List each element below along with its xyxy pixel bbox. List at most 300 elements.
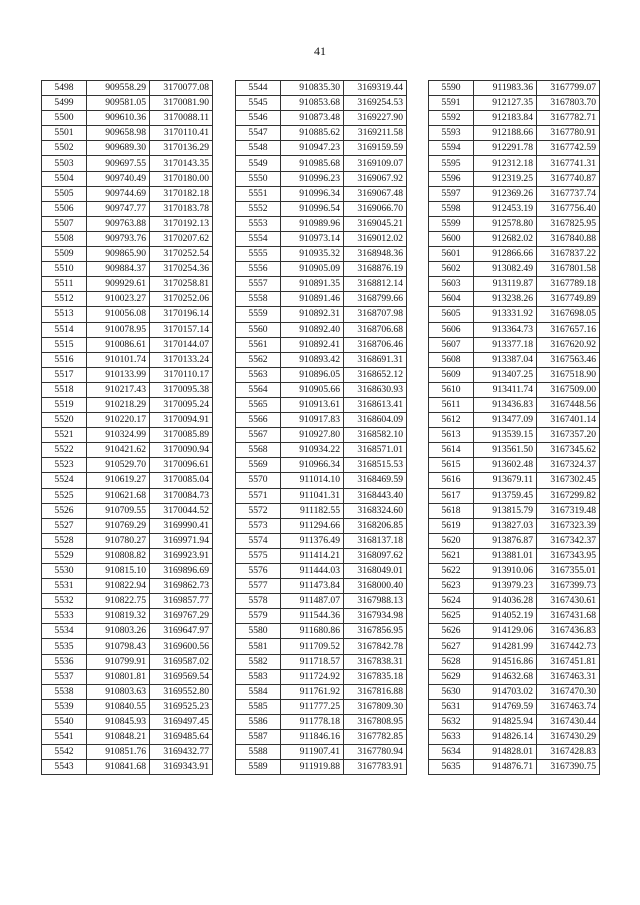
x-coordinate-cell: 912453.19 — [474, 201, 537, 216]
point-number-cell: 5529 — [42, 548, 87, 563]
table-row — [236, 579, 407, 594]
x-coordinate-cell: 910996.54 — [281, 201, 344, 216]
table-row — [42, 714, 213, 729]
x-coordinate-cell: 913238.26 — [474, 292, 537, 307]
y-coordinate-cell: 3168691.31 — [344, 352, 407, 367]
y-coordinate-cell: 3167789.18 — [537, 277, 600, 292]
x-coordinate-cell: 910835.30 — [281, 81, 344, 96]
y-coordinate-cell: 3169569.54 — [150, 669, 213, 684]
point-number-cell: 5567 — [236, 428, 281, 443]
table-row — [236, 594, 407, 609]
y-coordinate-cell: 3167742.59 — [537, 141, 600, 156]
point-number-cell: 5586 — [236, 714, 281, 729]
y-coordinate-cell: 3167780.91 — [537, 126, 600, 141]
x-coordinate-cell: 913881.01 — [474, 548, 537, 563]
x-coordinate-cell: 910218.29 — [87, 397, 150, 412]
y-coordinate-cell: 3169343.91 — [150, 760, 213, 775]
x-coordinate-cell: 910885.62 — [281, 126, 344, 141]
table-row — [42, 156, 213, 171]
point-number-cell: 5528 — [42, 533, 87, 548]
point-number-cell: 5524 — [42, 473, 87, 488]
y-coordinate-cell: 3168582.10 — [344, 428, 407, 443]
table-row — [42, 81, 213, 96]
x-coordinate-cell: 909697.55 — [87, 156, 150, 171]
point-number-cell: 5532 — [42, 594, 87, 609]
x-coordinate-cell: 910709.55 — [87, 503, 150, 518]
table-row — [429, 186, 600, 201]
x-coordinate-cell: 913082.49 — [474, 262, 537, 277]
point-number-cell: 5569 — [236, 458, 281, 473]
y-coordinate-cell: 3167463.74 — [537, 699, 600, 714]
table-row — [42, 307, 213, 322]
y-coordinate-cell: 3169971.94 — [150, 533, 213, 548]
table-row — [42, 639, 213, 654]
y-coordinate-cell: 3167856.95 — [344, 624, 407, 639]
y-coordinate-cell: 3167783.91 — [344, 760, 407, 775]
point-number-cell: 5563 — [236, 367, 281, 382]
x-coordinate-cell: 911983.36 — [474, 81, 537, 96]
point-number-cell: 5623 — [429, 579, 474, 594]
point-number-cell: 5558 — [236, 292, 281, 307]
y-coordinate-cell: 3168000.40 — [344, 579, 407, 594]
y-coordinate-cell: 3167442.73 — [537, 639, 600, 654]
y-coordinate-cell: 3170110.17 — [150, 367, 213, 382]
point-number-cell: 5604 — [429, 292, 474, 307]
table-row — [429, 488, 600, 503]
point-number-cell: 5553 — [236, 216, 281, 231]
point-number-cell: 5537 — [42, 669, 87, 684]
x-coordinate-cell: 909610.36 — [87, 111, 150, 126]
point-number-cell: 5616 — [429, 473, 474, 488]
x-coordinate-cell: 910101.74 — [87, 352, 150, 367]
table-row — [42, 684, 213, 699]
table-row — [236, 548, 407, 563]
point-number-cell: 5635 — [429, 760, 474, 775]
point-number-cell: 5599 — [429, 216, 474, 231]
x-coordinate-cell: 911414.21 — [281, 548, 344, 563]
y-coordinate-cell: 3169587.02 — [150, 654, 213, 669]
x-coordinate-cell: 910086.61 — [87, 337, 150, 352]
x-coordinate-cell: 910023.27 — [87, 292, 150, 307]
y-coordinate-cell: 3169600.56 — [150, 639, 213, 654]
y-coordinate-cell: 3168706.68 — [344, 322, 407, 337]
y-coordinate-cell: 3169432.77 — [150, 745, 213, 760]
x-coordinate-cell: 910891.46 — [281, 292, 344, 307]
point-number-cell: 5551 — [236, 186, 281, 201]
x-coordinate-cell: 911294.66 — [281, 518, 344, 533]
y-coordinate-cell: 3168097.62 — [344, 548, 407, 563]
y-coordinate-cell: 3169857.77 — [150, 594, 213, 609]
y-coordinate-cell: 3167740.87 — [537, 171, 600, 186]
table-row — [236, 533, 407, 548]
table-row — [236, 96, 407, 111]
x-coordinate-cell: 910845.93 — [87, 714, 150, 729]
table-row — [236, 699, 407, 714]
point-number-cell: 5610 — [429, 382, 474, 397]
table-row — [429, 352, 600, 367]
x-coordinate-cell: 911182.55 — [281, 503, 344, 518]
point-number-cell: 5627 — [429, 639, 474, 654]
point-number-cell: 5615 — [429, 458, 474, 473]
x-coordinate-cell: 910892.31 — [281, 307, 344, 322]
point-number-cell: 5570 — [236, 473, 281, 488]
y-coordinate-cell: 3167324.37 — [537, 458, 600, 473]
table-row — [429, 760, 600, 775]
table-row — [42, 352, 213, 367]
table-row — [236, 292, 407, 307]
y-coordinate-cell: 3169012.02 — [344, 231, 407, 246]
point-number-cell: 5536 — [42, 654, 87, 669]
table-row — [42, 201, 213, 216]
x-coordinate-cell: 913411.74 — [474, 382, 537, 397]
y-coordinate-cell: 3168948.36 — [344, 247, 407, 262]
point-number-cell: 5538 — [42, 684, 87, 699]
x-coordinate-cell: 910421.62 — [87, 443, 150, 458]
point-number-cell: 5512 — [42, 292, 87, 307]
point-number-cell: 5564 — [236, 382, 281, 397]
y-coordinate-cell: 3168652.12 — [344, 367, 407, 382]
x-coordinate-cell: 910621.68 — [87, 488, 150, 503]
x-coordinate-cell: 910892.41 — [281, 337, 344, 352]
table-row — [429, 669, 600, 684]
x-coordinate-cell: 910905.09 — [281, 262, 344, 277]
table-row — [42, 699, 213, 714]
table-row — [236, 382, 407, 397]
x-coordinate-cell: 910973.14 — [281, 231, 344, 246]
y-coordinate-cell: 3167988.13 — [344, 594, 407, 609]
y-coordinate-cell: 3169067.92 — [344, 171, 407, 186]
y-coordinate-cell: 3170085.04 — [150, 473, 213, 488]
y-coordinate-cell: 3170095.38 — [150, 382, 213, 397]
y-coordinate-cell: 3167756.40 — [537, 201, 600, 216]
point-number-cell: 5527 — [42, 518, 87, 533]
y-coordinate-cell: 3167838.31 — [344, 654, 407, 669]
y-coordinate-cell: 3170088.11 — [150, 111, 213, 126]
point-number-cell: 5518 — [42, 382, 87, 397]
x-coordinate-cell: 913602.48 — [474, 458, 537, 473]
x-coordinate-cell: 911709.52 — [281, 639, 344, 654]
y-coordinate-cell: 3170182.18 — [150, 186, 213, 201]
point-number-cell: 5505 — [42, 186, 87, 201]
point-number-cell: 5555 — [236, 247, 281, 262]
table-row — [429, 413, 600, 428]
x-coordinate-cell: 910819.32 — [87, 609, 150, 624]
y-coordinate-cell: 3167431.68 — [537, 609, 600, 624]
point-number-cell: 5561 — [236, 337, 281, 352]
x-coordinate-cell: 913876.87 — [474, 533, 537, 548]
table-row — [429, 624, 600, 639]
table-row — [236, 564, 407, 579]
x-coordinate-cell: 914769.59 — [474, 699, 537, 714]
point-number-cell: 5568 — [236, 443, 281, 458]
table-row — [42, 141, 213, 156]
table-row — [42, 654, 213, 669]
y-coordinate-cell: 3169254.53 — [344, 96, 407, 111]
point-number-cell: 5531 — [42, 579, 87, 594]
y-coordinate-cell: 3170081.90 — [150, 96, 213, 111]
x-coordinate-cell: 914632.68 — [474, 669, 537, 684]
x-coordinate-cell: 911041.31 — [281, 488, 344, 503]
point-number-cell: 5549 — [236, 156, 281, 171]
y-coordinate-cell: 3167816.88 — [344, 684, 407, 699]
point-number-cell: 5591 — [429, 96, 474, 111]
y-coordinate-cell: 3167737.74 — [537, 186, 600, 201]
point-number-cell: 5592 — [429, 111, 474, 126]
point-number-cell: 5577 — [236, 579, 281, 594]
x-coordinate-cell: 910947.23 — [281, 141, 344, 156]
table-row — [429, 81, 600, 96]
point-number-cell: 5608 — [429, 352, 474, 367]
point-number-cell: 5588 — [236, 745, 281, 760]
table-row — [42, 548, 213, 563]
point-number-cell: 5541 — [42, 730, 87, 745]
x-coordinate-cell: 910808.82 — [87, 548, 150, 563]
table-row — [42, 503, 213, 518]
y-coordinate-cell: 3169896.69 — [150, 564, 213, 579]
point-number-cell: 5626 — [429, 624, 474, 639]
table-row — [236, 307, 407, 322]
x-coordinate-cell: 914825.94 — [474, 714, 537, 729]
table-row — [429, 428, 600, 443]
point-number-cell: 5503 — [42, 156, 87, 171]
table-row — [429, 473, 600, 488]
point-number-cell: 5601 — [429, 247, 474, 262]
table-row — [236, 277, 407, 292]
x-coordinate-cell: 914703.02 — [474, 684, 537, 699]
y-coordinate-cell: 3167808.95 — [344, 714, 407, 729]
point-number-cell: 5540 — [42, 714, 87, 729]
x-coordinate-cell: 913679.11 — [474, 473, 537, 488]
table-row — [42, 533, 213, 548]
x-coordinate-cell: 910803.26 — [87, 624, 150, 639]
table-row — [236, 186, 407, 201]
y-coordinate-cell: 3170090.94 — [150, 443, 213, 458]
y-coordinate-cell: 3169066.70 — [344, 201, 407, 216]
point-number-cell: 5520 — [42, 413, 87, 428]
y-coordinate-cell: 3168571.01 — [344, 443, 407, 458]
x-coordinate-cell: 913407.25 — [474, 367, 537, 382]
x-coordinate-cell: 910985.68 — [281, 156, 344, 171]
point-number-cell: 5562 — [236, 352, 281, 367]
y-coordinate-cell: 3167430.44 — [537, 714, 600, 729]
table-row — [429, 548, 600, 563]
point-number-cell: 5617 — [429, 488, 474, 503]
y-coordinate-cell: 3170044.52 — [150, 503, 213, 518]
y-coordinate-cell: 3167451.81 — [537, 654, 600, 669]
point-number-cell: 5611 — [429, 397, 474, 412]
point-number-cell: 5632 — [429, 714, 474, 729]
point-number-cell: 5598 — [429, 201, 474, 216]
x-coordinate-cell: 910801.81 — [87, 669, 150, 684]
x-coordinate-cell: 910934.22 — [281, 443, 344, 458]
x-coordinate-cell: 909740.49 — [87, 171, 150, 186]
point-number-cell: 5543 — [42, 760, 87, 775]
table-row — [42, 443, 213, 458]
point-number-cell: 5600 — [429, 231, 474, 246]
point-number-cell: 5539 — [42, 699, 87, 714]
table-row — [429, 141, 600, 156]
point-number-cell: 5581 — [236, 639, 281, 654]
table-row — [236, 171, 407, 186]
table-row — [42, 730, 213, 745]
point-number-cell: 5546 — [236, 111, 281, 126]
table-row — [236, 81, 407, 96]
table-row — [236, 247, 407, 262]
y-coordinate-cell: 3169211.58 — [344, 126, 407, 141]
point-number-cell: 5517 — [42, 367, 87, 382]
point-number-cell: 5554 — [236, 231, 281, 246]
point-number-cell: 5548 — [236, 141, 281, 156]
y-coordinate-cell: 3168324.60 — [344, 503, 407, 518]
y-coordinate-cell: 3170085.89 — [150, 428, 213, 443]
y-coordinate-cell: 3170077.08 — [150, 81, 213, 96]
x-coordinate-cell: 912319.25 — [474, 171, 537, 186]
point-number-cell: 5630 — [429, 684, 474, 699]
point-number-cell: 5609 — [429, 367, 474, 382]
x-coordinate-cell: 912369.26 — [474, 186, 537, 201]
y-coordinate-cell: 3168630.93 — [344, 382, 407, 397]
y-coordinate-cell: 3170180.00 — [150, 171, 213, 186]
table-row — [236, 216, 407, 231]
table-row — [236, 156, 407, 171]
point-number-cell: 5621 — [429, 548, 474, 563]
table-row — [429, 730, 600, 745]
point-number-cell: 5571 — [236, 488, 281, 503]
table-row — [236, 488, 407, 503]
x-coordinate-cell: 909558.29 — [87, 81, 150, 96]
x-coordinate-cell: 911919.88 — [281, 760, 344, 775]
y-coordinate-cell: 3167809.30 — [344, 699, 407, 714]
y-coordinate-cell: 3167463.31 — [537, 669, 600, 684]
point-number-cell: 5596 — [429, 171, 474, 186]
y-coordinate-cell: 3168137.18 — [344, 533, 407, 548]
y-coordinate-cell: 3169552.80 — [150, 684, 213, 699]
x-coordinate-cell: 914036.28 — [474, 594, 537, 609]
point-number-cell: 5590 — [429, 81, 474, 96]
table-row — [236, 473, 407, 488]
table-row — [42, 111, 213, 126]
y-coordinate-cell: 3167620.92 — [537, 337, 600, 352]
table-row — [429, 564, 600, 579]
y-coordinate-cell: 3170192.13 — [150, 216, 213, 231]
y-coordinate-cell: 3167390.75 — [537, 760, 600, 775]
point-number-cell: 5499 — [42, 96, 87, 111]
table-row — [42, 745, 213, 760]
x-coordinate-cell: 909689.30 — [87, 141, 150, 156]
point-number-cell: 5514 — [42, 322, 87, 337]
table-row — [42, 760, 213, 775]
point-number-cell: 5612 — [429, 413, 474, 428]
point-number-cell: 5614 — [429, 443, 474, 458]
table-row — [42, 322, 213, 337]
point-number-cell: 5574 — [236, 533, 281, 548]
y-coordinate-cell: 3168049.01 — [344, 564, 407, 579]
point-number-cell: 5525 — [42, 488, 87, 503]
y-coordinate-cell: 3167342.37 — [537, 533, 600, 548]
table-row — [236, 745, 407, 760]
table-row — [429, 699, 600, 714]
table-row — [236, 609, 407, 624]
table-row — [236, 352, 407, 367]
point-number-cell: 5507 — [42, 216, 87, 231]
table-row — [42, 397, 213, 412]
y-coordinate-cell: 3168604.09 — [344, 413, 407, 428]
y-coordinate-cell: 3167509.00 — [537, 382, 600, 397]
table-row — [236, 669, 407, 684]
x-coordinate-cell: 911487.07 — [281, 594, 344, 609]
point-number-cell: 5513 — [42, 307, 87, 322]
point-number-cell: 5585 — [236, 699, 281, 714]
point-number-cell: 5583 — [236, 669, 281, 684]
table-row — [236, 428, 407, 443]
table-row — [429, 231, 600, 246]
table-row — [236, 262, 407, 277]
point-number-cell: 5629 — [429, 669, 474, 684]
x-coordinate-cell: 909884.37 — [87, 262, 150, 277]
table-row — [42, 413, 213, 428]
table-row — [429, 714, 600, 729]
x-coordinate-cell: 910529.70 — [87, 458, 150, 473]
y-coordinate-cell: 3167399.73 — [537, 579, 600, 594]
point-number-cell: 5575 — [236, 548, 281, 563]
x-coordinate-cell: 910989.96 — [281, 216, 344, 231]
point-number-cell: 5579 — [236, 609, 281, 624]
table-row — [429, 397, 600, 412]
y-coordinate-cell: 3167518.90 — [537, 367, 600, 382]
y-coordinate-cell: 3169109.07 — [344, 156, 407, 171]
x-coordinate-cell: 913539.15 — [474, 428, 537, 443]
y-coordinate-cell: 3167302.45 — [537, 473, 600, 488]
x-coordinate-cell: 912312.18 — [474, 156, 537, 171]
table-row — [42, 262, 213, 277]
table-row — [429, 443, 600, 458]
y-coordinate-cell: 3169319.44 — [344, 81, 407, 96]
x-coordinate-cell: 910133.99 — [87, 367, 150, 382]
table-row — [236, 684, 407, 699]
point-number-cell: 5509 — [42, 247, 87, 262]
point-number-cell: 5534 — [42, 624, 87, 639]
y-coordinate-cell: 3167825.95 — [537, 216, 600, 231]
table-row — [42, 609, 213, 624]
point-number-cell: 5557 — [236, 277, 281, 292]
x-coordinate-cell: 910619.27 — [87, 473, 150, 488]
y-coordinate-cell: 3169485.64 — [150, 730, 213, 745]
x-coordinate-cell: 911761.92 — [281, 684, 344, 699]
x-coordinate-cell: 911376.49 — [281, 533, 344, 548]
y-coordinate-cell: 3169862.73 — [150, 579, 213, 594]
point-number-cell: 5522 — [42, 443, 87, 458]
table-row — [429, 654, 600, 669]
table-row — [42, 564, 213, 579]
x-coordinate-cell: 911444.03 — [281, 564, 344, 579]
point-number-cell: 5597 — [429, 186, 474, 201]
x-coordinate-cell: 910892.40 — [281, 322, 344, 337]
y-coordinate-cell: 3168613.41 — [344, 397, 407, 412]
x-coordinate-cell: 909747.77 — [87, 201, 150, 216]
x-coordinate-cell: 909581.05 — [87, 96, 150, 111]
y-coordinate-cell: 3167345.62 — [537, 443, 600, 458]
x-coordinate-cell: 910840.55 — [87, 699, 150, 714]
table-row — [429, 639, 600, 654]
point-number-cell: 5506 — [42, 201, 87, 216]
table-row — [236, 397, 407, 412]
table-row — [429, 126, 600, 141]
y-coordinate-cell: 3169227.90 — [344, 111, 407, 126]
table-row — [236, 201, 407, 216]
x-coordinate-cell: 909658.98 — [87, 126, 150, 141]
point-number-cell: 5530 — [42, 564, 87, 579]
table-row — [429, 216, 600, 231]
